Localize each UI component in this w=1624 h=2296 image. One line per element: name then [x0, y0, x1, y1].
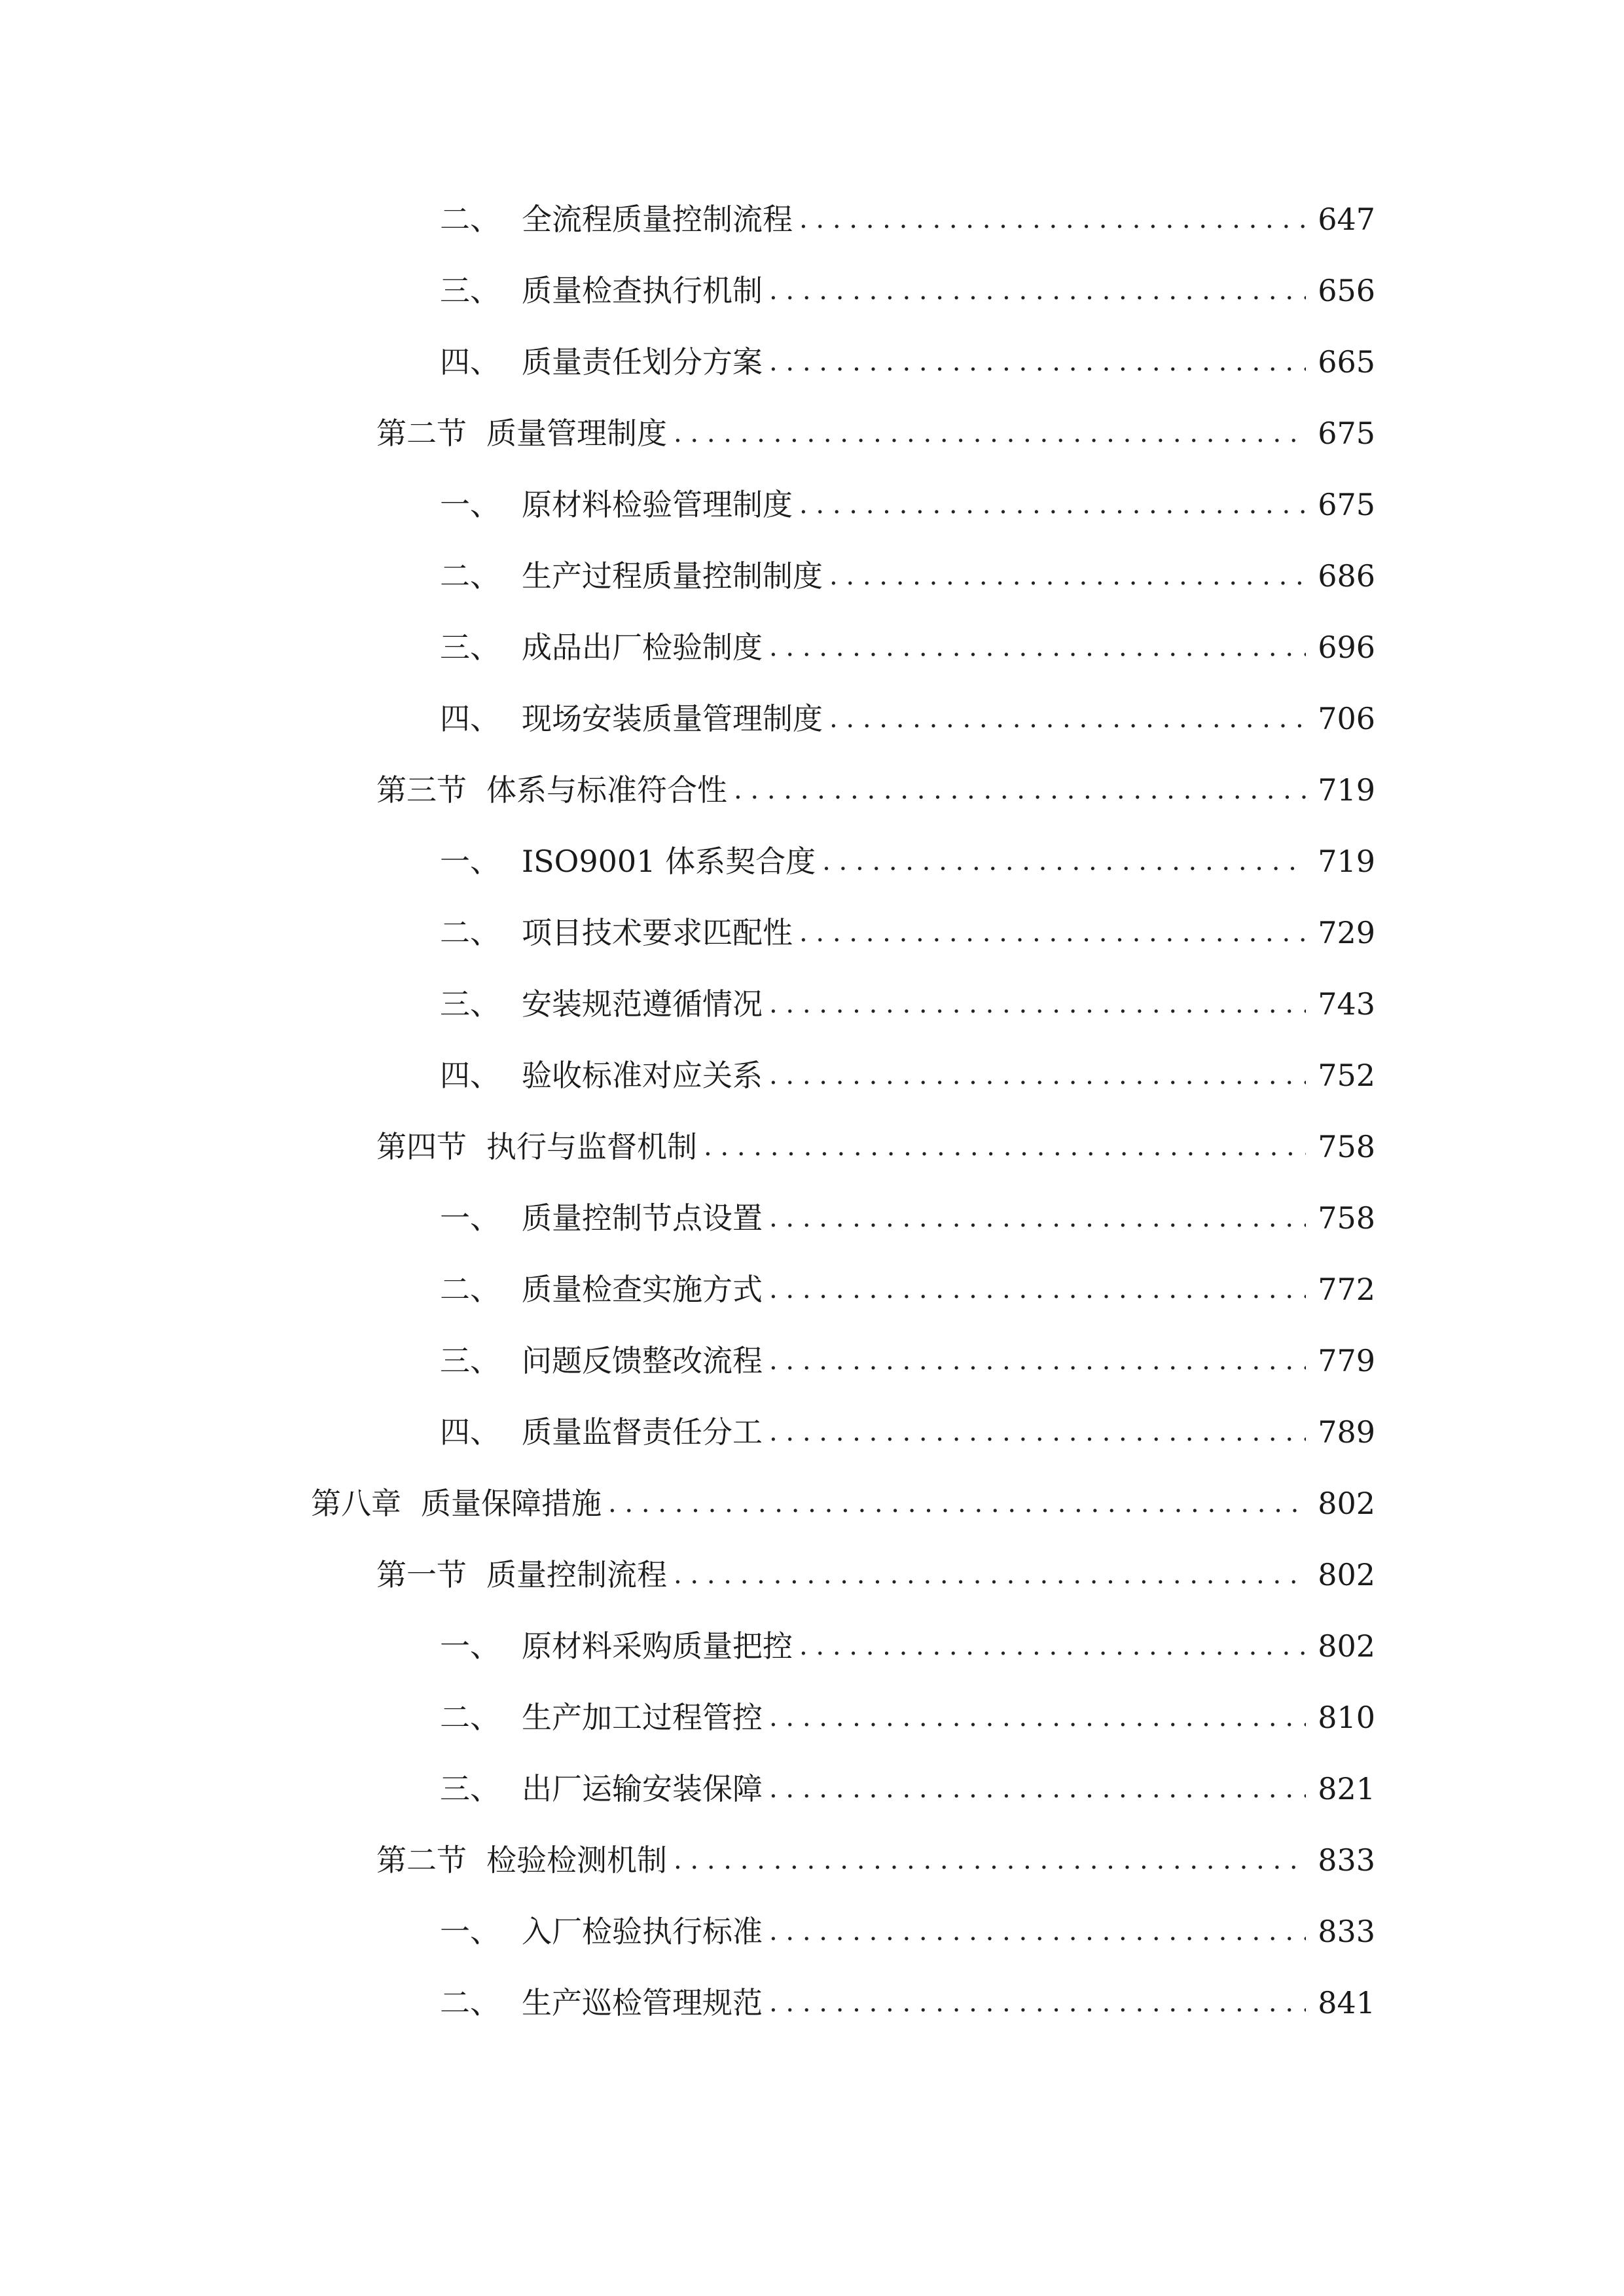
toc-entry-number: 第三节 — [376, 772, 467, 808]
toc-entry-title: 质量检查实施方式 — [522, 1272, 763, 1307]
toc-entry-title: 质量责任划分方案 — [522, 344, 763, 380]
toc-entry[interactable] — [376, 407, 1375, 459]
toc-entry-page: 802 — [1318, 1628, 1375, 1664]
toc-entry-number: 三、 — [440, 273, 500, 308]
toc-entry[interactable] — [440, 264, 1375, 317]
toc-entry-number: 二、 — [440, 1700, 500, 1735]
dot-leader — [674, 1549, 1306, 1601]
dot-leader — [674, 407, 1306, 459]
toc-entry[interactable] — [440, 550, 1375, 602]
dot-leader — [769, 978, 1306, 1030]
toc-entry-page: 696 — [1318, 630, 1375, 665]
dot-leader — [769, 1049, 1306, 1102]
toc-entry[interactable] — [440, 1763, 1375, 1815]
toc-entry-title: 质量监督责任分工 — [522, 1414, 763, 1450]
toc-entry-page: 802 — [1318, 1557, 1375, 1592]
toc-entry-title: 生产加工过程管控 — [522, 1700, 763, 1735]
toc-entry-number: 四、 — [440, 1058, 500, 1093]
dot-leader — [799, 193, 1306, 245]
dot-leader — [799, 478, 1306, 531]
toc-entry-page: 719 — [1318, 844, 1375, 879]
toc-entry-number: 第四节 — [376, 1129, 467, 1164]
toc-entry[interactable] — [440, 978, 1375, 1030]
toc-entry-number: 二、 — [440, 1272, 500, 1307]
toc-entry-title: 项目技术要求匹配性 — [522, 915, 793, 950]
toc-entry[interactable] — [376, 1834, 1375, 1886]
toc-entry-number: 第八章 — [311, 1486, 401, 1521]
dot-leader — [769, 1763, 1306, 1815]
toc-entry-page: 675 — [1318, 487, 1375, 522]
toc-entry-title: 质量检查执行机制 — [522, 273, 763, 308]
toc-entry-title: 成品出厂检验制度 — [522, 630, 763, 665]
dot-leader — [608, 1477, 1306, 1530]
toc-entry[interactable] — [311, 1477, 1375, 1530]
toc-entry-title: 执行与监督机制 — [486, 1129, 697, 1164]
toc-entry-number: 三、 — [440, 1771, 500, 1806]
toc-entry-page: 706 — [1318, 701, 1375, 736]
toc-entry-number: 一、 — [440, 1914, 500, 1949]
toc-entry-page: 675 — [1318, 416, 1375, 451]
toc-entry-number: 二、 — [440, 202, 500, 237]
toc-entry-page: 743 — [1318, 986, 1375, 1022]
dot-leader — [829, 692, 1306, 745]
toc-entry-number: 一、 — [440, 1200, 500, 1236]
toc-entry[interactable] — [440, 1620, 1375, 1672]
dot-leader — [822, 835, 1306, 888]
toc-entry-title: 质量管理制度 — [486, 416, 667, 451]
toc-entry-page: 686 — [1318, 558, 1375, 594]
toc-entry-title: 生产巡检管理规范 — [522, 1985, 763, 2020]
toc-entry[interactable] — [440, 478, 1375, 531]
dot-leader — [704, 1121, 1306, 1173]
toc-entry-number: 二、 — [440, 1985, 500, 2020]
dot-leader — [799, 906, 1306, 959]
toc-entry[interactable] — [440, 1406, 1375, 1458]
toc-entry-page: 789 — [1318, 1414, 1375, 1450]
dot-leader — [769, 1905, 1306, 1958]
toc-entry-title: 质量控制节点设置 — [522, 1200, 763, 1236]
toc-entry[interactable] — [440, 1905, 1375, 1958]
toc-entry-page: 833 — [1318, 1914, 1375, 1949]
toc-entry-title: 验收标准对应关系 — [522, 1058, 763, 1093]
toc-entry-page: 758 — [1318, 1200, 1375, 1236]
toc-entry-page: 729 — [1318, 915, 1375, 950]
toc-entry-page: 758 — [1318, 1129, 1375, 1164]
toc-entry-title: 原材料采购质量把控 — [522, 1628, 793, 1664]
toc-entry-number: 四、 — [440, 1414, 500, 1450]
dot-leader — [769, 336, 1306, 388]
toc-entry-title: ISO9001 体系契合度 — [522, 844, 816, 879]
toc-entry-page: 752 — [1318, 1058, 1375, 1093]
toc-entry-title: 检验检测机制 — [486, 1842, 667, 1878]
toc-entry-number: 四、 — [440, 701, 500, 736]
toc-entry-title: 质量保障措施 — [421, 1486, 602, 1521]
toc-entry[interactable] — [440, 621, 1375, 673]
toc-entry[interactable] — [376, 764, 1375, 816]
toc-entry-page: 821 — [1318, 1771, 1375, 1806]
toc-entry[interactable] — [440, 906, 1375, 959]
toc-entry-number: 二、 — [440, 915, 500, 950]
toc-entry-page: 719 — [1318, 772, 1375, 808]
toc-entry[interactable] — [440, 692, 1375, 745]
toc-entry[interactable] — [376, 1121, 1375, 1173]
toc-entry-number: 第二节 — [376, 416, 467, 451]
dot-leader — [769, 1335, 1306, 1387]
toc-entry-title: 入厂检验执行标准 — [522, 1914, 763, 1949]
dot-leader — [734, 764, 1306, 816]
toc-entry-number: 一、 — [440, 1628, 500, 1664]
dot-leader — [799, 1620, 1306, 1672]
toc-entry-number: 三、 — [440, 1343, 500, 1378]
toc-entry-page: 810 — [1318, 1700, 1375, 1735]
toc-entry-number: 一、 — [440, 844, 500, 879]
toc-entry-page: 656 — [1318, 273, 1375, 308]
toc-entry-title: 安装规范遵循情况 — [522, 986, 763, 1022]
toc-entry[interactable] — [440, 1263, 1375, 1316]
dot-leader — [829, 550, 1306, 602]
toc-entry[interactable] — [440, 1192, 1375, 1244]
toc-entry-number: 三、 — [440, 986, 500, 1022]
toc-entry-page: 772 — [1318, 1272, 1375, 1307]
dot-leader — [769, 621, 1306, 673]
dot-leader — [674, 1834, 1306, 1886]
toc-entry-page: 833 — [1318, 1842, 1375, 1878]
dot-leader — [769, 1406, 1306, 1458]
toc-entry-number: 一、 — [440, 487, 500, 522]
toc-entry-title: 质量控制流程 — [486, 1557, 667, 1592]
toc-entry-title: 问题反馈整改流程 — [522, 1343, 763, 1378]
toc-entry[interactable] — [440, 835, 1375, 888]
toc-entry-title: 体系与标准符合性 — [486, 772, 727, 808]
toc-entry-page: 647 — [1318, 202, 1375, 237]
toc-entry-page: 665 — [1318, 344, 1375, 380]
dot-leader — [769, 1691, 1306, 1744]
toc-entry[interactable] — [440, 1335, 1375, 1387]
toc-entry[interactable] — [440, 1691, 1375, 1744]
dot-leader — [769, 1977, 1306, 2029]
toc-entry-page: 841 — [1318, 1985, 1375, 2020]
toc-entry-number: 二、 — [440, 558, 500, 594]
toc-entry-title: 原材料检验管理制度 — [522, 487, 793, 522]
toc-entry-number: 三、 — [440, 630, 500, 665]
toc-entry[interactable] — [440, 1049, 1375, 1102]
toc-entry-page: 802 — [1318, 1486, 1375, 1521]
dot-leader — [769, 264, 1306, 317]
toc-entry-number: 四、 — [440, 344, 500, 380]
toc-entry-number: 第二节 — [376, 1842, 467, 1878]
toc-entry-title: 生产过程质量控制制度 — [522, 558, 823, 594]
toc-entry[interactable] — [376, 1549, 1375, 1601]
toc-entry[interactable] — [440, 336, 1375, 388]
toc-entry-page: 779 — [1318, 1343, 1375, 1378]
dot-leader — [769, 1263, 1306, 1316]
toc-entry[interactable] — [440, 1977, 1375, 2029]
toc-entry-title: 全流程质量控制流程 — [522, 202, 793, 237]
toc-entry[interactable] — [440, 193, 1375, 245]
toc-entry-title: 现场安装质量管理制度 — [522, 701, 823, 736]
dot-leader — [769, 1192, 1306, 1244]
toc-entry-title: 出厂运输安装保障 — [522, 1771, 763, 1806]
toc-entry-number: 第一节 — [376, 1557, 467, 1592]
